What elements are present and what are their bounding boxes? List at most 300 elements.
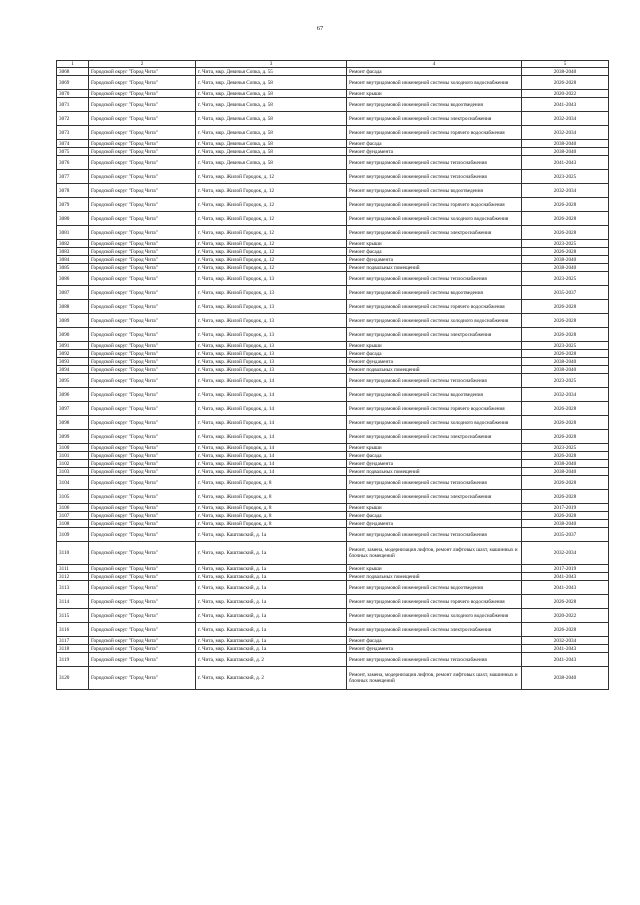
municipality-cell: Городской округ "Город Чита" — [89, 565, 196, 573]
municipality-cell: Городской округ "Город Чита" — [89, 170, 196, 184]
municipality-cell: Городской округ "Город Чита" — [89, 248, 196, 256]
period-cell: 2032-2034 — [522, 112, 609, 126]
period-cell: 2023-2025 — [522, 444, 609, 452]
header-cell-4: 4 — [347, 61, 522, 68]
address-cell: г. Чита, мкр. Жилой Городок, д. 12 — [196, 240, 347, 248]
period-cell: 2026-2028 — [522, 76, 609, 90]
row-number-cell: 3089 — [57, 314, 89, 328]
municipality-cell: Городской округ "Город Чита" — [89, 402, 196, 416]
work-type-cell: Ремонт внутридомовой инженерной системы холодного водоснабжения — [347, 314, 522, 328]
table-row — [57, 653, 609, 667]
row-number-cell: 3092 — [57, 350, 89, 358]
work-type-cell: Ремонт фасада — [347, 452, 522, 460]
address-cell: г. Чита, мкр. Жилой Городок, д. 12 — [196, 212, 347, 226]
work-type-cell: Ремонт внутридомовой инженерной системы теплоснабжения — [347, 156, 522, 170]
municipality-cell: Городской округ "Город Чита" — [89, 98, 196, 112]
address-cell: г. Чита, мкр. Жилой Городок, д. 13 — [196, 272, 347, 286]
work-type-cell: Ремонт крыши — [347, 342, 522, 350]
municipality-cell: Городской округ "Город Чита" — [89, 240, 196, 248]
municipality-cell: Городской округ "Город Чита" — [89, 148, 196, 156]
work-type-cell: Ремонт, замена, модернизация лифтов, ремонт лифтовых шахт, машинных и блочных помещений — [347, 667, 522, 690]
row-number-cell: 3073 — [57, 126, 89, 140]
table-row — [57, 98, 609, 112]
municipality-cell: Городской округ "Город Чита" — [89, 430, 196, 444]
period-cell: 2041-2043 — [522, 653, 609, 667]
row-number-cell: 3090 — [57, 328, 89, 342]
period-cell: 2038-2040 — [522, 358, 609, 366]
period-cell: 2026-2028 — [522, 595, 609, 609]
address-cell: г. Чита, мкр. Каштакский, д. 1а — [196, 623, 347, 637]
period-cell: 2017-2019 — [522, 565, 609, 573]
table-row — [57, 609, 609, 623]
row-number-cell: 3069 — [57, 76, 89, 90]
table-row — [57, 148, 609, 156]
address-cell: г. Чита, мкр. Девичья Сопка, д. 58 — [196, 140, 347, 148]
municipality-cell: Городской округ "Город Чита" — [89, 184, 196, 198]
address-cell: г. Чита, мкр. Жилой Городок, д. 12 — [196, 226, 347, 240]
work-type-cell: Ремонт внутридомовой инженерной системы электроснабжения — [347, 623, 522, 637]
work-type-cell: Ремонт крыши — [347, 444, 522, 452]
work-type-cell: Ремонт внутридомовой инженерной системы горячего водоснабжения — [347, 198, 522, 212]
page-number: 67 — [316, 25, 324, 32]
work-type-cell: Ремонт фундамента — [347, 460, 522, 468]
address-cell: г. Чита, мкр. Каштакский, д. 1а — [196, 573, 347, 581]
table-row — [57, 314, 609, 328]
municipality-cell: Городской округ "Город Чита" — [89, 358, 196, 366]
period-cell: 2026-2028 — [522, 300, 609, 314]
work-type-cell: Ремонт внутридомовой инженерной системы холодного водоснабжения — [347, 76, 522, 90]
municipality-cell: Городской округ "Город Чита" — [89, 444, 196, 452]
table-row — [57, 240, 609, 248]
address-cell: г. Чита, мкр. Жилой Городок, д. 13 — [196, 314, 347, 328]
row-number-cell: 3114 — [57, 595, 89, 609]
work-type-cell: Ремонт внутридомовой инженерной системы холодного водоснабжения — [347, 212, 522, 226]
row-number-cell: 3095 — [57, 374, 89, 388]
work-type-cell: Ремонт фасада — [347, 248, 522, 256]
row-number-cell: 3079 — [57, 198, 89, 212]
period-cell: 2020-2022 — [522, 90, 609, 98]
period-cell: 2041-2043 — [522, 156, 609, 170]
address-cell: г. Чита, мкр. Девичья Сопка, д. 58 — [196, 76, 347, 90]
table-row — [57, 452, 609, 460]
row-number-cell: 3077 — [57, 170, 89, 184]
municipality-cell: Городской округ "Город Чита" — [89, 609, 196, 623]
municipality-cell: Городской округ "Город Чита" — [89, 512, 196, 520]
address-cell: г. Чита, мкр. Девичья Сопка, д. 58 — [196, 126, 347, 140]
work-type-cell: Ремонт внутридомовой инженерной системы электроснабжения — [347, 226, 522, 240]
row-number-cell: 3117 — [57, 637, 89, 645]
row-number-cell: 3087 — [57, 286, 89, 300]
municipality-cell: Городской округ "Город Чита" — [89, 314, 196, 328]
municipality-cell: Городской округ "Город Чита" — [89, 581, 196, 595]
municipality-cell: Городской округ "Город Чита" — [89, 350, 196, 358]
work-type-cell: Ремонт фундамента — [347, 256, 522, 264]
municipality-cell: Городской округ "Город Чита" — [89, 156, 196, 170]
municipality-cell: Городской округ "Город Чита" — [89, 272, 196, 286]
work-type-cell: Ремонт внутридомовой инженерной системы водоотведения — [347, 388, 522, 402]
period-cell: 2026-2028 — [522, 490, 609, 504]
table-row — [57, 667, 609, 690]
work-type-cell: Ремонт фундамента — [347, 148, 522, 156]
address-cell: г. Чита, мкр. Жилой Городок, д. 14 — [196, 430, 347, 444]
period-cell: 2032-2034 — [522, 542, 609, 565]
row-number-cell: 3099 — [57, 430, 89, 444]
address-cell: г. Чита, мкр. Жилой Городок, д. 12 — [196, 264, 347, 272]
municipality-cell: Городской округ "Город Чита" — [89, 637, 196, 645]
table-row — [57, 623, 609, 637]
address-cell: г. Чита, мкр. Каштакский, д. 1а — [196, 581, 347, 595]
address-cell: г. Чита, мкр. Девичья Сопка, д. 58 — [196, 98, 347, 112]
row-number-cell: 3119 — [57, 653, 89, 667]
address-cell: г. Чита, мкр. Жилой Городок, д. 14 — [196, 460, 347, 468]
address-cell: г. Чита, мкр. Жилой Городок, д. 12 — [196, 248, 347, 256]
work-type-cell: Ремонт подвальных помещений — [347, 264, 522, 272]
table-row — [57, 416, 609, 430]
row-number-cell: 3068 — [57, 68, 89, 76]
municipality-cell: Городской округ "Город Чита" — [89, 126, 196, 140]
row-number-cell: 3120 — [57, 667, 89, 690]
work-type-cell: Ремонт внутридомовой инженерной системы горячего водоснабжения — [347, 300, 522, 314]
row-number-cell: 3098 — [57, 416, 89, 430]
address-cell: г. Чита, мкр. Жилой Городок, д. 13 — [196, 286, 347, 300]
row-number-cell: 3076 — [57, 156, 89, 170]
address-cell: г. Чита, мкр. Девичья Сопка, д. 58 — [196, 156, 347, 170]
address-cell: г. Чита, мкр. Каштакский, д. 1а — [196, 565, 347, 573]
work-type-cell: Ремонт внутридомовой инженерной системы горячего водоснабжения — [347, 402, 522, 416]
period-cell: 2041-2043 — [522, 573, 609, 581]
work-type-cell: Ремонт внутридомовой инженерной системы водоотведения — [347, 98, 522, 112]
row-number-cell: 3110 — [57, 542, 89, 565]
table-row — [57, 595, 609, 609]
work-type-cell: Ремонт подвальных помещений — [347, 366, 522, 374]
table-row — [57, 542, 609, 565]
table-row — [57, 248, 609, 256]
municipality-cell: Городской округ "Город Чита" — [89, 468, 196, 476]
work-type-cell: Ремонт внутридомовой инженерной системы водоотведения — [347, 184, 522, 198]
table-row — [57, 490, 609, 504]
work-type-cell: Ремонт внутридомовой инженерной системы электроснабжения — [347, 430, 522, 444]
row-number-cell: 3084 — [57, 256, 89, 264]
work-type-cell: Ремонт фундамента — [347, 358, 522, 366]
period-cell: 2041-2043 — [522, 98, 609, 112]
row-number-cell: 3072 — [57, 112, 89, 126]
municipality-cell: Городской округ "Город Чита" — [89, 366, 196, 374]
table-row — [57, 198, 609, 212]
address-cell: г. Чита, мкр. Девичья Сопка, д. 58 — [196, 148, 347, 156]
period-cell: 2038-2040 — [522, 68, 609, 76]
row-number-cell: 3074 — [57, 140, 89, 148]
work-type-cell: Ремонт внутридомовой инженерной системы теплоснабжения — [347, 653, 522, 667]
municipality-cell: Городской округ "Город Чита" — [89, 112, 196, 126]
address-cell: г. Чита, мкр. Жилой Городок, д. 13 — [196, 342, 347, 350]
work-type-cell: Ремонт крыши — [347, 240, 522, 248]
municipality-cell: Городской округ "Город Чита" — [89, 460, 196, 468]
work-type-cell: Ремонт внутридомовой инженерной системы холодного водоснабжения — [347, 609, 522, 623]
table-row — [57, 430, 609, 444]
municipality-cell: Городской округ "Город Чита" — [89, 595, 196, 609]
period-cell: 2035-2037 — [522, 528, 609, 542]
address-cell: г. Чита, мкр. Жилой Городок, д. 8 — [196, 512, 347, 520]
address-cell: г. Чита, мкр. Жилой Городок, д. 14 — [196, 388, 347, 402]
row-number-cell: 3082 — [57, 240, 89, 248]
period-cell: 2023-2025 — [522, 272, 609, 286]
row-number-cell: 3096 — [57, 388, 89, 402]
table-row — [57, 374, 609, 388]
address-cell: г. Чита, мкр. Жилой Городок, д. 13 — [196, 350, 347, 358]
municipality-cell: Городской округ "Город Чита" — [89, 256, 196, 264]
address-cell: г. Чита, мкр. Жилой Городок, д. 8 — [196, 520, 347, 528]
header-cell-5: 5 — [522, 61, 609, 68]
municipality-cell: Городской округ "Город Чита" — [89, 226, 196, 240]
table-row — [57, 528, 609, 542]
address-cell: г. Чита, мкр. Каштакский, д. 1а — [196, 528, 347, 542]
row-number-cell: 3086 — [57, 272, 89, 286]
period-cell: 2026-2028 — [522, 416, 609, 430]
work-type-cell: Ремонт внутридомовой инженерной системы теплоснабжения — [347, 374, 522, 388]
period-cell: 2026-2028 — [522, 350, 609, 358]
row-number-cell: 3115 — [57, 609, 89, 623]
work-type-cell: Ремонт внутридомовой инженерной системы электроснабжения — [347, 328, 522, 342]
period-cell: 2038-2040 — [522, 148, 609, 156]
address-cell: г. Чита, мкр. Жилой Городок, д. 13 — [196, 366, 347, 374]
period-cell: 2032-2034 — [522, 637, 609, 645]
table-row — [57, 565, 609, 573]
table-row — [57, 170, 609, 184]
table-row — [57, 286, 609, 300]
work-type-cell: Ремонт фундамента — [347, 645, 522, 653]
row-number-cell: 3109 — [57, 528, 89, 542]
address-cell: г. Чита, мкр. Жилой Городок, д. 12 — [196, 170, 347, 184]
period-cell: 2026-2028 — [522, 328, 609, 342]
municipality-cell: Городской округ "Город Чита" — [89, 264, 196, 272]
address-cell: г. Чита, мкр. Жилой Городок, д. 8 — [196, 476, 347, 490]
address-cell: г. Чита, мкр. Девичья Сопка, д. 58 — [196, 90, 347, 98]
municipality-cell: Городской округ "Город Чита" — [89, 452, 196, 460]
table-row — [57, 226, 609, 240]
table-row — [57, 504, 609, 512]
period-cell: 2023-2025 — [522, 170, 609, 184]
municipality-cell: Городской округ "Город Чита" — [89, 623, 196, 637]
address-cell: г. Чита, мкр. Девичья Сопка, д. 58 — [196, 112, 347, 126]
row-number-cell: 3105 — [57, 490, 89, 504]
period-cell: 2026-2028 — [522, 198, 609, 212]
table-row — [57, 264, 609, 272]
table-row — [57, 366, 609, 374]
address-cell: г. Чита, мкр. Жилой Городок, д. 13 — [196, 300, 347, 314]
row-number-cell: 3085 — [57, 264, 89, 272]
period-cell: 2026-2028 — [522, 623, 609, 637]
municipality-cell: Городской округ "Город Чита" — [89, 374, 196, 388]
address-cell: г. Чита, мкр. Каштакский, д. 1а — [196, 609, 347, 623]
table-row — [57, 358, 609, 366]
work-type-cell: Ремонт фундамента — [347, 520, 522, 528]
period-cell: 2038-2040 — [522, 264, 609, 272]
row-number-cell: 3102 — [57, 460, 89, 468]
address-cell: г. Чита, мкр. Жилой Городок, д. 12 — [196, 198, 347, 212]
period-cell: 2041-2043 — [522, 645, 609, 653]
row-number-cell: 3094 — [57, 366, 89, 374]
municipality-cell: Городской округ "Город Чита" — [89, 76, 196, 90]
address-cell: г. Чита, мкр. Жилой Городок, д. 12 — [196, 184, 347, 198]
period-cell: 2041-2043 — [522, 581, 609, 595]
period-cell: 2038-2040 — [522, 468, 609, 476]
address-cell: г. Чита, мкр. Каштакский, д. 2 — [196, 667, 347, 690]
table-row — [57, 460, 609, 468]
period-cell: 2035-2037 — [522, 286, 609, 300]
municipality-cell: Городской округ "Город Чита" — [89, 416, 196, 430]
table-row — [57, 342, 609, 350]
municipality-cell: Городской округ "Город Чита" — [89, 286, 196, 300]
period-cell: 2026-2028 — [522, 512, 609, 520]
table-row — [57, 637, 609, 645]
work-type-cell: Ремонт внутридомовой инженерной системы электроснабжения — [347, 112, 522, 126]
municipality-cell: Городской округ "Город Чита" — [89, 520, 196, 528]
work-type-cell: Ремонт внутридомовой инженерной системы электроснабжения — [347, 490, 522, 504]
municipality-cell: Городской округ "Город Чита" — [89, 667, 196, 690]
row-number-cell: 3113 — [57, 581, 89, 595]
municipality-cell: Городской округ "Город Чита" — [89, 490, 196, 504]
work-type-cell: Ремонт внутридомовой инженерной системы горячего водоснабжения — [347, 126, 522, 140]
table-row — [57, 350, 609, 358]
address-cell: г. Чита, мкр. Девичья Сопка, д. 55 — [196, 68, 347, 76]
row-number-cell: 3118 — [57, 645, 89, 653]
work-type-cell: Ремонт внутридомовой инженерной системы холодного водоснабжения — [347, 416, 522, 430]
row-number-cell: 3116 — [57, 623, 89, 637]
period-cell: 2038-2040 — [522, 460, 609, 468]
row-number-cell: 3078 — [57, 184, 89, 198]
municipality-cell: Городской округ "Город Чита" — [89, 573, 196, 581]
table-row — [57, 520, 609, 528]
period-cell: 2038-2040 — [522, 667, 609, 690]
row-number-cell: 3101 — [57, 452, 89, 460]
work-type-cell: Ремонт фасада — [347, 350, 522, 358]
period-cell: 2032-2034 — [522, 184, 609, 198]
address-cell: г. Чита, мкр. Жилой Городок, д. 8 — [196, 504, 347, 512]
period-cell: 2026-2028 — [522, 476, 609, 490]
period-cell: 2026-2028 — [522, 212, 609, 226]
work-type-cell: Ремонт внутридомовой инженерной системы водоотведения — [347, 581, 522, 595]
municipality-cell: Городской округ "Город Чита" — [89, 645, 196, 653]
table-row — [57, 112, 609, 126]
table-row — [57, 581, 609, 595]
row-number-cell: 3071 — [57, 98, 89, 112]
period-cell: 2038-2040 — [522, 520, 609, 528]
address-cell: г. Чита, мкр. Жилой Городок, д. 13 — [196, 328, 347, 342]
row-number-cell: 3091 — [57, 342, 89, 350]
municipality-cell: Городской округ "Город Чита" — [89, 140, 196, 148]
row-number-cell: 3088 — [57, 300, 89, 314]
period-cell: 2038-2040 — [522, 366, 609, 374]
row-number-cell: 3070 — [57, 90, 89, 98]
row-number-cell: 3075 — [57, 148, 89, 156]
capital-repair-table — [56, 60, 609, 690]
row-number-cell: 3111 — [57, 565, 89, 573]
municipality-cell: Городской округ "Город Чита" — [89, 68, 196, 76]
row-number-cell: 3103 — [57, 468, 89, 476]
table-row — [57, 476, 609, 490]
header-cell-3: 3 — [196, 61, 347, 68]
period-cell: 2023-2025 — [522, 374, 609, 388]
row-number-cell: 3097 — [57, 402, 89, 416]
address-cell: г. Чита, мкр. Жилой Городок, д. 12 — [196, 256, 347, 264]
municipality-cell: Городской округ "Город Чита" — [89, 388, 196, 402]
table-row — [57, 212, 609, 226]
work-type-cell: Ремонт крыши — [347, 504, 522, 512]
period-cell: 2026-2028 — [522, 314, 609, 328]
work-type-cell: Ремонт внутридомовой инженерной системы теплоснабжения — [347, 170, 522, 184]
row-number-cell: 3083 — [57, 248, 89, 256]
header-cell-2: 2 — [89, 61, 196, 68]
row-number-cell: 3093 — [57, 358, 89, 366]
table-row — [57, 402, 609, 416]
table-row — [57, 90, 609, 98]
table-row — [57, 272, 609, 286]
address-cell: г. Чита, мкр. Жилой Городок, д. 8 — [196, 490, 347, 504]
period-cell: 2032-2034 — [522, 388, 609, 402]
period-cell: 2026-2028 — [522, 248, 609, 256]
table-row — [57, 140, 609, 148]
table-row — [57, 126, 609, 140]
period-cell: 2020-2022 — [522, 609, 609, 623]
table-row — [57, 468, 609, 476]
work-type-cell: Ремонт внутридомовой инженерной системы теплоснабжения — [347, 272, 522, 286]
table-row — [57, 256, 609, 264]
table-row — [57, 76, 609, 90]
row-number-cell: 3080 — [57, 212, 89, 226]
table-row — [57, 444, 609, 452]
header-cell-1: 1 — [57, 61, 89, 68]
work-type-cell: Ремонт крыши — [347, 90, 522, 98]
table-row — [57, 328, 609, 342]
address-cell: г. Чита, мкр. Каштакский, д. 1а — [196, 645, 347, 653]
work-type-cell: Ремонт фасада — [347, 140, 522, 148]
municipality-cell: Городской округ "Город Чита" — [89, 212, 196, 226]
row-number-cell: 3112 — [57, 573, 89, 581]
work-type-cell: Ремонт внутридомовой инженерной системы теплоснабжения — [347, 476, 522, 490]
table-row — [57, 184, 609, 198]
work-type-cell: Ремонт крыши — [347, 565, 522, 573]
period-cell: 2026-2028 — [522, 402, 609, 416]
work-type-cell: Ремонт внутридомовой инженерной системы теплоснабжения — [347, 528, 522, 542]
period-cell: 2038-2040 — [522, 140, 609, 148]
address-cell: г. Чита, мкр. Жилой Городок, д. 14 — [196, 468, 347, 476]
municipality-cell: Городской округ "Город Чита" — [89, 342, 196, 350]
municipality-cell: Городской округ "Город Чита" — [89, 198, 196, 212]
row-number-cell: 3104 — [57, 476, 89, 490]
address-cell: г. Чита, мкр. Жилой Городок, д. 14 — [196, 444, 347, 452]
work-type-cell: Ремонт подвальных помещений — [347, 573, 522, 581]
row-number-cell: 3100 — [57, 444, 89, 452]
municipality-cell: Городской округ "Город Чита" — [89, 300, 196, 314]
municipality-cell: Городской округ "Город Чита" — [89, 653, 196, 667]
work-type-cell: Ремонт фасада — [347, 512, 522, 520]
row-number-cell: 3107 — [57, 512, 89, 520]
work-type-cell: Ремонт внутридомовой инженерной системы горячего водоснабжения — [347, 595, 522, 609]
period-cell: 2026-2028 — [522, 226, 609, 240]
municipality-cell: Городской округ "Город Чита" — [89, 90, 196, 98]
table-row — [57, 388, 609, 402]
period-cell: 2026-2028 — [522, 430, 609, 444]
address-cell: г. Чита, мкр. Жилой Городок, д. 14 — [196, 374, 347, 388]
period-cell: 2017-2019 — [522, 504, 609, 512]
table-row — [57, 645, 609, 653]
work-type-cell: Ремонт фасада — [347, 637, 522, 645]
period-cell: 2023-2025 — [522, 342, 609, 350]
work-type-cell: Ремонт фасада — [347, 68, 522, 76]
municipality-cell: Городской округ "Город Чита" — [89, 476, 196, 490]
municipality-cell: Городской округ "Город Чита" — [89, 328, 196, 342]
period-cell: 2038-2040 — [522, 256, 609, 264]
